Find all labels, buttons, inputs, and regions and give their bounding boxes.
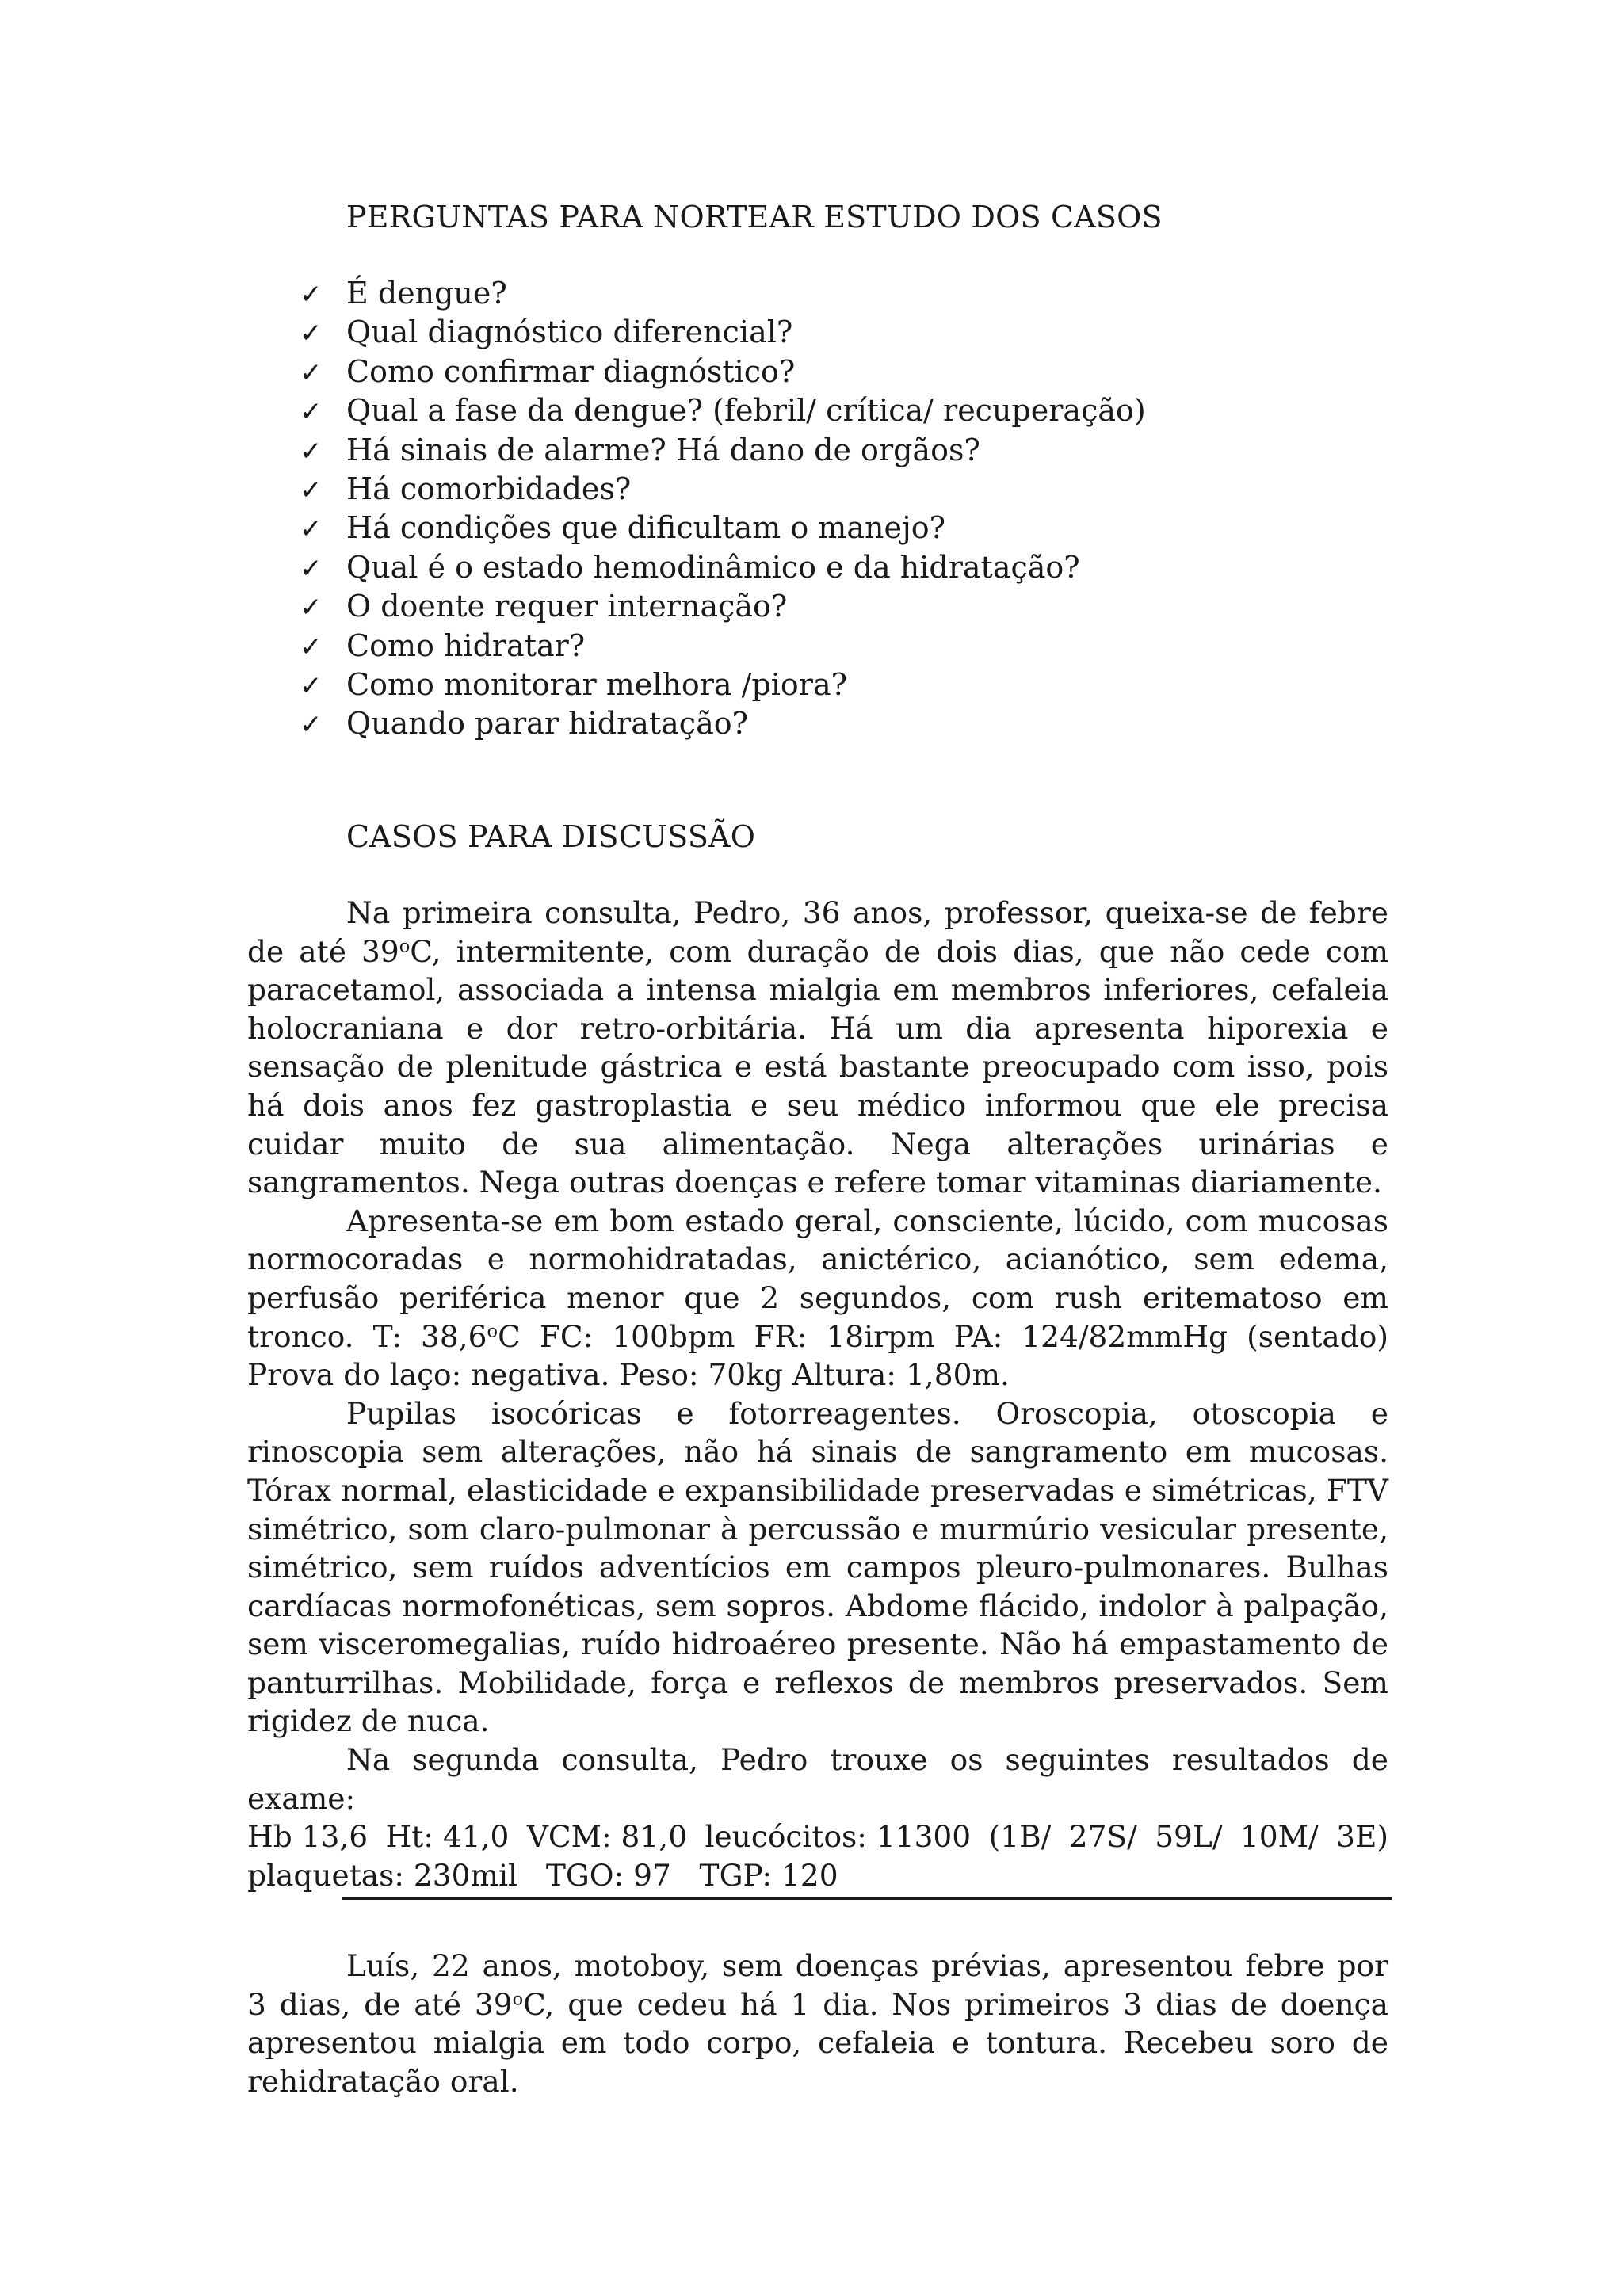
case-pedro	[247, 894, 1388, 1894]
case-paragraph	[247, 894, 1388, 1202]
paragraph-text: C, que cedeu há 1 dia. Nos primeiros 3 dias de doença apresentou mialgia em todo corpo, cefaleia e tontura. Recebeu soro de rehidratação oral.	[247, 1986, 1388, 2099]
lab-results-line-1	[247, 1817, 1388, 1856]
list-item	[300, 470, 1146, 509]
lab-value: leucócitos: 11300	[705, 1819, 972, 1855]
check-mark-icon: ✓	[300, 552, 323, 585]
case-paragraph: Na segunda consulta, Pedro trouxe os seguintes resultados de exame:	[247, 1742, 1388, 1816]
question-text: Há sinais de alarme? Há dano de orgãos?	[346, 432, 980, 467]
case-luis	[247, 1947, 1388, 2100]
check-mark-icon: ✓	[300, 631, 323, 663]
question-text: Há condições que dificultam o manejo?	[346, 510, 945, 546]
question-text: Como monitorar melhora /piora?	[346, 666, 847, 702]
list-item	[300, 587, 1146, 626]
lab-value: Hb 13,6	[247, 1819, 369, 1855]
list-item	[300, 627, 1146, 666]
question-text: O doente requer internação?	[346, 589, 788, 624]
case-paragraph	[247, 1947, 1388, 2100]
question-text: Qual diagnóstico diferencial?	[346, 315, 793, 350]
cases-heading: CASOS PARA DISCUSSÃO	[346, 819, 756, 854]
list-item	[300, 353, 1146, 391]
questions-checklist	[300, 274, 1146, 744]
lab-value: 3E)	[1336, 1819, 1388, 1855]
question-text: Como confirmar diagnóstico?	[346, 353, 796, 389]
question-text: Qual é o estado hemodinâmico e da hidratação?	[346, 549, 1080, 585]
lab-value: VCM: 81,0	[526, 1819, 688, 1855]
lab-value: 10M/	[1239, 1819, 1319, 1855]
paragraph-text: Apresenta-se em bom estado geral, consciente, lúcido, com mucosas normocoradas e normohidratadas, anictérico, acianótico, sem edema, perfusão periférica menor que 2 segundos, com rush eritematoso em tronco. T: 38,6	[247, 1203, 1388, 1354]
degree-superscript: o	[512, 1989, 524, 2010]
check-mark-icon: ✓	[300, 474, 323, 506]
paragraph-text: C, intermitente, com duração de dois dias, que não cede com paracetamol, associada a intensa mialgia em membros inferiores, cefaleia holocraniana e dor retro-orbitária. Há um dia apresenta hiporexia e sensação de plenitude gástrica e está bastante preocupado com isso, pois há dois anos fez gastroplastia e seu médico informou que ele precisa cuidar muito de sua alimentação. Nega alterações urinárias e sangramentos. Nega outras doenças e refere tomar vitaminas diariamente.	[247, 933, 1389, 1200]
question-text: Há comorbidades?	[346, 471, 632, 506]
list-item	[300, 548, 1146, 587]
lab-value: 27S/	[1068, 1819, 1137, 1855]
case-paragraph	[247, 1202, 1388, 1394]
questions-heading: PERGUNTAS PARA NORTEAR ESTUDO DOS CASOS	[346, 200, 1163, 235]
check-mark-icon: ✓	[300, 592, 323, 624]
question-text: Como hidratar?	[346, 627, 586, 663]
paragraph-text: Na primeira consulta, Pedro, 36 anos, professor, queixa-se de febre de até 39	[247, 895, 1388, 969]
check-mark-icon: ✓	[300, 709, 323, 742]
list-item	[300, 391, 1146, 430]
check-mark-icon: ✓	[300, 669, 323, 702]
paragraph-text: C FC: 100bpm FR: 18irpm PA: 124/82mmHg (sentado) Prova do laço: negativa. Peso: 70kg Altura: 1,80m.	[247, 1318, 1388, 1393]
check-mark-icon: ✓	[300, 435, 323, 467]
list-item	[300, 431, 1146, 470]
question-text: Quando parar hidratação?	[346, 706, 748, 742]
check-mark-icon: ✓	[300, 396, 323, 429]
lab-value: 59L/	[1155, 1819, 1223, 1855]
question-text: É dengue?	[346, 276, 507, 311]
lab-value: Ht: 41,0	[385, 1819, 510, 1855]
check-mark-icon: ✓	[300, 279, 323, 311]
list-item	[300, 274, 1146, 313]
lab-results-line-2: plaquetas: 230mil TGO: 97 TGP: 120	[247, 1857, 838, 1893]
check-mark-icon: ✓	[300, 513, 323, 546]
list-item	[300, 704, 1146, 743]
lab-value: (1B/	[988, 1819, 1052, 1855]
paragraph-text: Luís, 22 anos, motoboy, sem doenças prévias, apresentou febre por 3 dias, de até 39	[247, 1948, 1388, 2022]
section-divider	[342, 1897, 1392, 1900]
check-mark-icon: ✓	[300, 318, 323, 350]
case-paragraph: Pupilas isocóricas e fotorreagentes. Oroscopia, otoscopia e rinoscopia sem alterações, não há sinais de sangramento em mucosas. Tórax normal, elasticidade e expansibilidade preservadas e simétricas, FTV simétrico, som claro-pulmonar à percussão e murmúrio vesicular presente, simétrico, sem ruídos adventícios em campos pleuro-pulmonares. Bulhas cardíacas normofonéticas, sem sopros. Abdome flácido, indolor à palpação, sem visceromegalias, ruído hidroaéreo presente. Não há empastamento de panturrilhas. Mobilidade, força e reflexos de membros preservados. Sem rigidez de nuca.	[247, 1395, 1388, 1739]
list-item	[300, 313, 1146, 352]
check-mark-icon: ✓	[300, 357, 323, 389]
degree-superscript: o	[399, 936, 411, 957]
list-item	[300, 666, 1146, 704]
question-text: Qual a fase da dengue? (febril/ crítica/ recuperação)	[346, 393, 1146, 429]
list-item	[300, 509, 1146, 547]
degree-superscript: o	[487, 1321, 498, 1342]
